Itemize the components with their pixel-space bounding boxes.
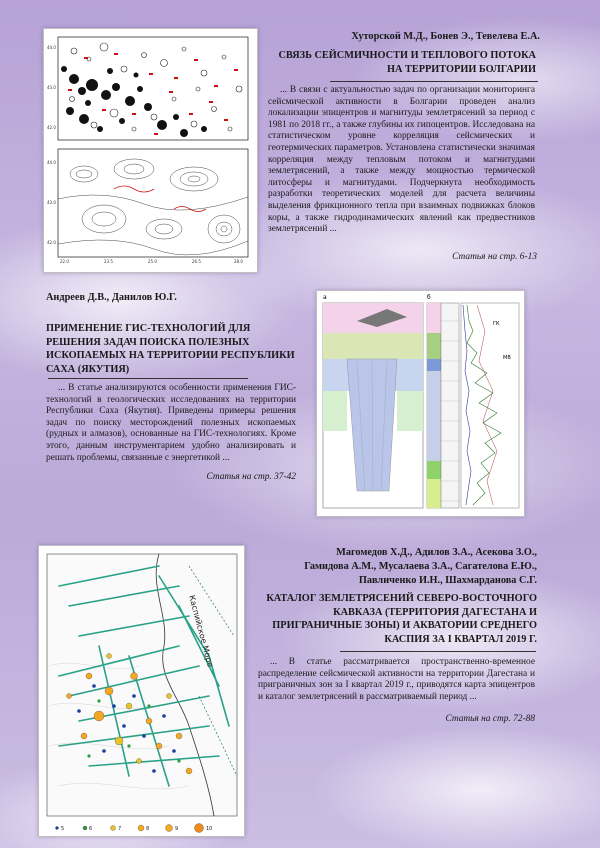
legend-label: 10 xyxy=(206,826,213,832)
article-1-page-ref[interactable]: Статья на стр. 6-13 xyxy=(452,252,537,262)
article-3-authors xyxy=(258,546,537,588)
article-2-abstract-text: ... В статье анализируются особенности применения ГИС-технологий в геологических исследованиях на территории Республики Саха (Якутия). Приведены примеры решения задач по поиску месторождений полезных ископаемых (рудных и алмазов), основанные на ГИС-технологиях. Кроме этого, данным инструментарием удобно анализировать и решать проблемы, связанные с энергетикой ... xyxy=(46,383,296,463)
article-1-abstract xyxy=(268,85,535,236)
dagestan-map-graphic xyxy=(39,546,244,836)
svg-text:28.0: 28.0 xyxy=(234,259,243,264)
svg-text:43.0: 43.0 xyxy=(47,200,56,205)
article-3-abstract-text: ... В статье рассматривается пространственно-временное распределение сейсмической активности на территории Дагестана и приграничных зон за I квартал 2019 г., приводятся карта эпицентров и каталог землетрясений в рассматриваемый период ... xyxy=(258,657,535,702)
gis-section-graphic xyxy=(317,291,524,516)
figure-dagestan-map xyxy=(38,545,245,837)
svg-text:44.0: 44.0 xyxy=(47,45,56,50)
figure-gis-section xyxy=(316,290,525,517)
article-2-authors: Андреев Д.В., Данилов Ю.Г. xyxy=(46,292,177,303)
svg-text:25.0: 25.0 xyxy=(148,259,157,264)
article-2-page-ref[interactable]: Статья на стр. 37-42 xyxy=(206,472,296,482)
article-2-title[interactable]: ПРИМЕНЕНИЕ ГИС-ТЕХНОЛОГИЙ ДЛЯ РЕШЕНИЯ ЗАДАЧ ПОИСКА ПОЛЕЗНЫХ ИСКОПАЕМЫХ НА ТЕРРИТОРИИ РЕСПУБЛИКИ САХА (ЯКУТИЯ) xyxy=(46,323,295,375)
article-3-authors-line: Магомедов Х.Д., Адилов З.А., Асекова З.О., xyxy=(336,547,537,558)
log-label-mv: МВ xyxy=(503,355,511,361)
article-2-divider xyxy=(48,378,248,379)
legend-label: 6 xyxy=(89,826,93,832)
svg-text:43.0: 43.0 xyxy=(47,85,56,90)
svg-text:22.0: 22.0 xyxy=(60,259,69,264)
article-1-divider xyxy=(330,81,538,82)
article-3-abstract xyxy=(258,657,535,703)
figure-bulgaria-maps xyxy=(43,28,258,273)
article-3-authors-line: Павличенко И.Н., Шахмарданова С.Г. xyxy=(358,575,537,586)
article-3-divider xyxy=(340,651,536,652)
article-1-title[interactable]: СВЯЗЬ СЕЙСМИЧНОСТИ И ТЕПЛОВОГО ПОТОКА НА ТЕРРИТОРИИ БОЛГАРИИ xyxy=(278,50,536,75)
article-2-abstract xyxy=(46,383,296,464)
legend-label: 9 xyxy=(175,826,179,832)
svg-text:26.5: 26.5 xyxy=(192,259,201,264)
panel-b-label: б xyxy=(427,294,431,301)
article-3-authors-line: Гамидова А.М., Мусалаева З.А., Сагателова Е.Ю., xyxy=(304,561,537,572)
log-label-gk: ГК xyxy=(493,321,500,327)
legend-label: 8 xyxy=(146,826,150,832)
article-3-page-ref[interactable]: Статья на стр. 72-88 xyxy=(445,714,535,724)
sea-label: Каспийское Море xyxy=(187,594,215,668)
article-1-abstract-text: ... В связи с актуальностью задач по организации мониторинга сейсмической активности в Болгарии проведен анализ локализации эпицентров и магнитуды землетрясений за период с 1981 по 2018 гг., а также глубины их гипоцентров. Исследована на статистическом уровне корреляция сейсмических и геотермических параметров. Установлена статистически значимая корреляция между тепловым потоком и магнитудами землетрясений, а также между мощностью термической литосферы и магнитудами. Подчеркнута необходимость разработки теоретических моделей для расчета величины выделения фрикционного тепла при взаимных подвижках блоков коры, а также гидродинамических явлений как предвестников землетрясений ... xyxy=(268,85,535,235)
bulgaria-maps-graphic xyxy=(44,29,257,272)
article-1-authors: Хуторской М.Д., Бонев Э., Тевелева Е.А. xyxy=(351,31,540,42)
article-3-title[interactable]: КАТАЛОГ ЗЕМЛЕТРЯСЕНИЙ СЕВЕРО-ВОСТОЧНОГО КАВКАЗА (ТЕРРИТОРИЯ ДАГЕСТАНА И ПРИГРАНИЧНЫЕ ЗОНЫ) И АКВАТОРИИ СРЕДНЕГО КАСПИЯ ЗА I КВАРТАЛ 2019 Г. xyxy=(266,593,537,645)
svg-text:44.0: 44.0 xyxy=(47,160,56,165)
svg-text:42.0: 42.0 xyxy=(47,125,56,130)
svg-text:23.5: 23.5 xyxy=(104,259,113,264)
legend-label: 7 xyxy=(118,826,122,832)
svg-text:42.0: 42.0 xyxy=(47,240,56,245)
legend-label: 5 xyxy=(61,826,65,832)
panel-a-label: а xyxy=(323,294,327,301)
